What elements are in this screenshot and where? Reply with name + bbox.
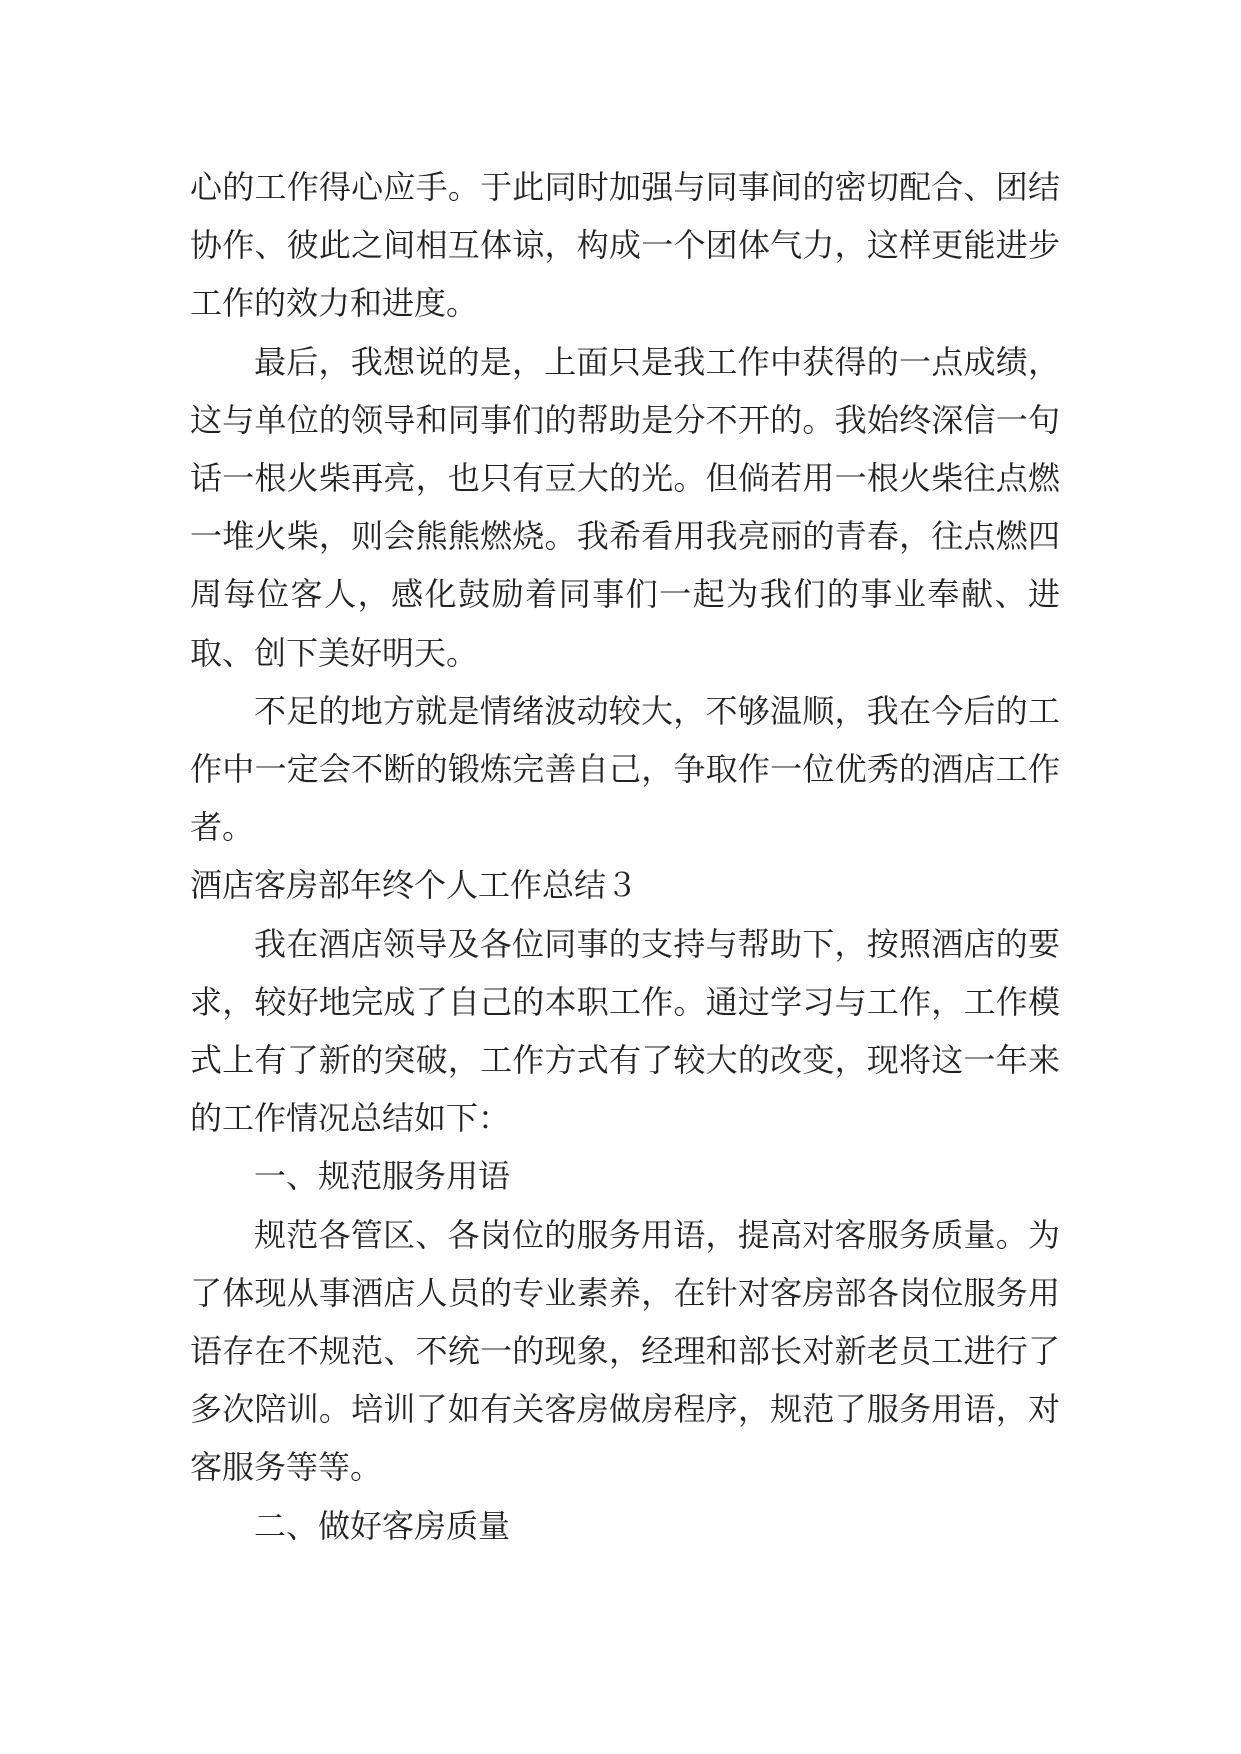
paragraph-shortcomings: 不足的地方就是情绪波动较大，不够温顺，我在今后的工作中一定会不断的锻炼完善自己，争取作一位优秀的酒店工作者。	[190, 691, 1060, 847]
paragraph-continuation: 心的工作得心应手。于此同时加强与同事间的密切配合、团结协作、彼此之间相互体谅，构成一个团体气力，这样更能进步工作的效力和进度。	[190, 168, 1060, 323]
paragraph-service-language: 规范各管区、各岗位的服务用语，提高对客服务质量。为了体现从事酒店人员的专业素养，在针对客房部各岗位服务用语存在不规范、不统一的现象，经理和部长对新老员工进行了多次陪训。培训了如有关客房做房程序，规范了服务用语，对客服务等等。	[190, 1215, 1060, 1487]
paragraph-intro: 我在酒店领导及各位同事的支持与帮助下，按照酒店的要求，较好地完成了自己的本职工作。通过学习与工作，工作模式上有了新的突破，工作方式有了较大的改变，现将这一年来的工作情况总结如下：	[190, 924, 1060, 1138]
document-page	[190, 158, 1060, 1555]
paragraph-closing: 最后，我想说的是，上面只是我工作中获得的一点成绩，这与单位的领导和同事们的帮助是分不开的。我始终深信一句话一根火柴再亮，也只有豆大的光。但倘若用一根火柴往点燃一堆火柴，则会熊熊燃烧。我希看用我亮丽的青春，往点燃四周每位客人，感化鼓励着同事们一起为我们的事业奉献、进取、创下美好明天。	[190, 342, 1060, 672]
heading-standard-service-language: 一、规范服务用语	[254, 1157, 511, 1196]
section-title: 酒店客房部年终个人工作总结３	[190, 866, 639, 905]
heading-room-quality: 二、做好客房质量	[254, 1506, 511, 1545]
